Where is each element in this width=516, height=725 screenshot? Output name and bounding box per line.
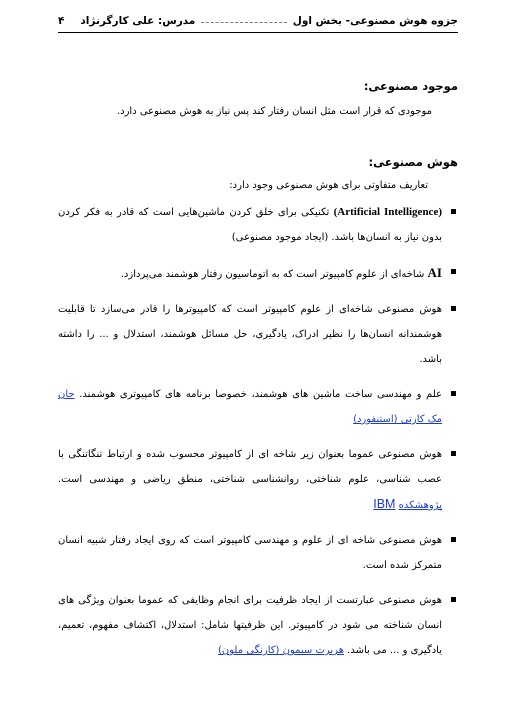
list-item xyxy=(58,382,458,432)
section-intro: تعاریف متفاوتی برای هوش مصنوعی وجود دارد: xyxy=(229,180,428,191)
bullet-icon xyxy=(451,597,456,602)
item-text: هوش مصنوعی شاخه‌ای از علوم کامپیوتر است که کامپیوترها را قادر می‌سازد تا قابلیت هوشمندانه انسان‌ها را نظیر ادراک، یادگیری، حل مسائل هوشمند، استدلال و ... را داشته باشد. xyxy=(58,304,442,365)
term-bold: (Artificial Intelligence) xyxy=(333,206,442,218)
header-title: جزوه هوش مصنوعی- بخش اول xyxy=(292,15,458,27)
header-teacher: مدرس: علی کارگرنژاد xyxy=(80,15,196,27)
term-bold: AI xyxy=(427,265,442,280)
item-text: هوش مصنوعی عبارتست از ایجاد ظرفیت برای انجام وظایفی که عموما بعنوان ویژگی های انسان شناخته می شود در کامپیوتر. این ظرفیتها شامل: استدلال، اکتشاف مفهوم، تعمیم، یادگیری و ... می باشد. xyxy=(58,595,442,656)
item-text: علم و مهندسی ساخت ماشین های هوشمند، خصوصا برنامه های کامپیوتری هوشمند. xyxy=(79,389,442,400)
source-link[interactable]: جان مک کارتی (استنفورد) xyxy=(58,389,442,425)
bullet-icon xyxy=(451,391,456,396)
header-dotted-leader xyxy=(201,22,286,23)
list-item xyxy=(58,442,458,518)
section-artificial-being xyxy=(58,78,458,120)
section-heading: موجود مصنوعی: xyxy=(363,79,458,93)
list-item xyxy=(58,260,458,287)
section-artificial-intelligence xyxy=(58,154,458,663)
bullet-icon xyxy=(451,209,456,214)
item-text: تکنیکی برای خلق کردن ماشین‌هایی است که قادر به فکر کردن بدون نیاز به انسان‌ها باشد. (ایجاد موجود مصنوعی) xyxy=(58,207,442,243)
page-number: ۴ xyxy=(58,15,65,27)
list-item xyxy=(58,200,458,250)
source-link-ibm[interactable]: IBM xyxy=(373,497,396,511)
item-text: هوش مصنوعی عموما بعنوان زیر شاخه ای از کامپیوتر محسوب شده و ارتباط تنگاتنگی با عصب شناسی، علوم شناختی، روانشناسی شناختی، منطق ریاضی و مهندسی است. xyxy=(58,449,442,485)
item-text: شاخه‌ای از علوم کامپیوتر است که به اتوماسیون رفتار هوشمند می‌پردازد. xyxy=(120,269,428,280)
header-rule xyxy=(58,32,458,33)
list-item xyxy=(58,588,458,663)
source-link[interactable]: هربرت سیمون (کارنگی ملون) xyxy=(217,645,344,656)
section-text: موجودی که قرار است مثل انسان رفتار کند پس نیاز به هوش مصنوعی دارد. xyxy=(116,106,432,117)
bullet-icon xyxy=(451,269,456,274)
page-header xyxy=(58,10,458,32)
section-heading: هوش مصنوعی: xyxy=(368,155,458,169)
bullet-icon xyxy=(451,537,456,542)
item-text: هوش مصنوعی شاخه ای از علوم و مهندسی کامپیوتر است که روی ایجاد رفتار شبیه انسان متمرکز شده است. xyxy=(58,535,442,571)
list-item xyxy=(58,297,458,372)
bullet-icon xyxy=(451,451,456,456)
definition-list xyxy=(58,200,458,663)
source-link[interactable]: پژوهشکده xyxy=(398,500,442,511)
list-item xyxy=(58,528,458,578)
page-content xyxy=(58,78,458,673)
bullet-icon xyxy=(451,306,456,311)
